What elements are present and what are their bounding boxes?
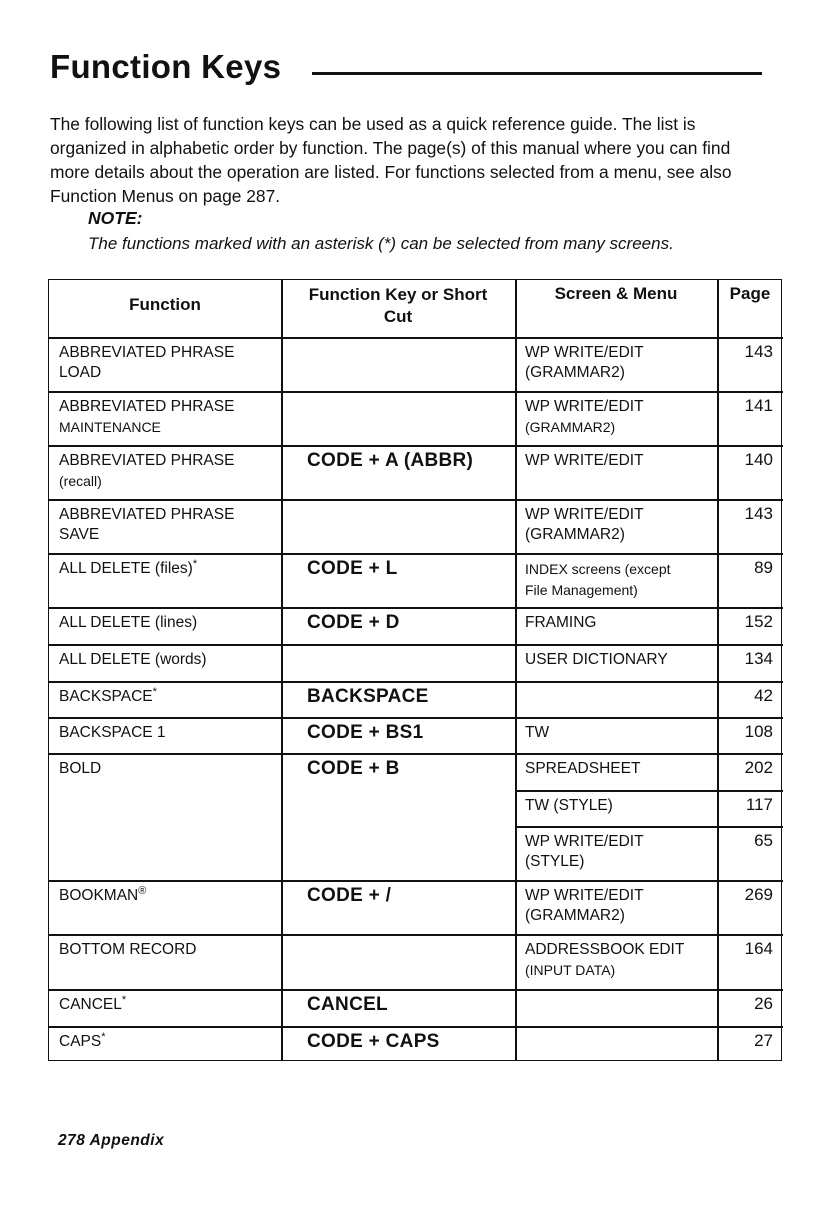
menu-line-1: FRAMING [525,614,597,631]
function-subname: (recall) [59,473,102,489]
table-cell-page: 143 [744,504,773,523]
table-cell-function [59,723,275,743]
row-divider [49,753,783,755]
table-cell-function [59,613,275,633]
table-cell-page: 152 [744,612,773,631]
table-cell-function [59,886,275,906]
title-row [50,48,762,94]
function-name: ABBREVIATED PHRASE [59,506,235,523]
header-function-label: Function [129,295,201,314]
function-subname: MAINTENANCE [59,419,161,435]
table-cell-function [59,995,275,1015]
asterisk-marker: * [121,993,127,1006]
table-cell-function [59,759,275,779]
table-cell-page: 143 [744,342,773,361]
table-cell-menu [525,505,713,545]
table-cell-key: CODE + D [307,612,400,633]
row-divider [49,445,783,447]
table-cell-menu [525,796,713,816]
table-cell-key: CODE + L [307,558,398,579]
menu-line-1: USER DICTIONARY [525,651,668,668]
table-cell-function [59,559,275,579]
col-divider-1 [281,280,283,1060]
table-cell-function [59,650,275,670]
asterisk-marker: * [152,685,157,698]
function-keys-table [48,279,782,1061]
menu-line-2: (STYLE) [525,853,585,870]
table-cell-page: 269 [744,885,773,904]
menu-line-1: WP WRITE/EDIT [525,452,644,469]
note-label: NOTE: [88,208,143,228]
col-divider-2 [515,280,517,1060]
table-cell-page: 89 [754,558,773,577]
table-cell-function [59,451,275,492]
table-cell-key: CANCEL [307,994,388,1015]
function-subname: LOAD [59,364,102,381]
asterisk-marker: ® [138,884,147,897]
table-cell-page: 164 [744,939,773,958]
function-name: BOLD [59,760,102,777]
menu-line-2: File Management) [525,582,638,598]
menu-line-1: INDEX screens (except [525,561,671,577]
row-divider [515,826,783,828]
function-subname: SAVE [59,526,100,543]
table-cell-menu [525,559,713,601]
row-divider [49,989,783,991]
row-divider [49,1026,783,1028]
page-footer: 278 Appendix [58,1132,165,1149]
function-name: ALL DELETE (words) [59,651,207,668]
table-cell-function [59,1032,275,1052]
menu-line-1: WP WRITE/EDIT [525,398,644,415]
asterisk-marker: * [101,1030,106,1043]
table-cell-page: 108 [744,722,773,741]
table-cell-menu [525,886,713,926]
function-name: BOOKMAN [59,887,139,904]
table-cell-menu [525,759,713,779]
table-cell-menu [525,613,713,633]
intro-paragraph: The following list of function keys can be used as a quick reference guide. The list is organized in alphabetic order by function. The page(s) of this manual where you can find more details about the operation are listed. For functions selected from a menu, see also Function Menus on page 287. [50,114,732,206]
table-cell-menu [525,397,713,438]
header-page [717,280,783,337]
menu-line-1: WP WRITE/EDIT [525,344,644,361]
note-text: The functions marked with an asterisk (*) can be selected from many screens. [88,234,674,253]
menu-line-1: TW [525,724,550,741]
row-divider [49,681,783,683]
row-divider [515,790,783,792]
header-divider [49,337,783,339]
header-key [281,280,515,337]
row-divider [49,934,783,936]
menu-line-1: TW (STYLE) [525,797,613,814]
menu-line-1: WP WRITE/EDIT [525,506,644,523]
table-cell-key: CODE + B [307,758,400,779]
table-cell-function [59,687,275,707]
table-cell-page: 26 [754,994,773,1013]
menu-line-1: WP WRITE/EDIT [525,833,644,850]
function-name: BACKSPACE [59,688,153,705]
header-function [49,280,281,337]
function-name: CANCEL [59,996,122,1013]
table-cell-page: 42 [754,686,773,705]
table-cell-key: CODE + A (ABBR) [307,450,474,471]
table-cell-page: 140 [744,450,773,469]
function-name: BOTTOM RECORD [59,941,197,958]
table-cell-page: 134 [744,649,773,668]
table-cell-menu [525,451,713,471]
table-cell-key: CODE + CAPS [307,1031,440,1052]
function-name: ALL DELETE (lines) [59,614,198,631]
table-cell-page: 117 [745,795,773,814]
function-name: BACKSPACE 1 [59,724,166,741]
row-divider [49,607,783,609]
table-cell-function [59,343,275,383]
function-name: ABBREVIATED PHRASE [59,452,235,469]
menu-line-2: (INPUT DATA) [525,962,616,978]
header-menu-label: Screen & Menu [554,284,678,303]
table-cell-page: 202 [744,758,773,777]
table-cell-menu [525,832,713,872]
table-cell-menu [525,723,713,743]
menu-line-1: WP WRITE/EDIT [525,887,644,904]
table-cell-menu [525,940,713,981]
table-cell-function [59,397,275,438]
menu-line-2: (GRAMMAR2) [525,526,625,543]
row-divider [49,499,783,501]
row-divider [49,391,783,393]
menu-line-2: (GRAMMAR2) [525,907,625,924]
header-menu [515,280,717,337]
menu-line-1: SPREADSHEET [525,760,641,777]
header-key-label: Function Key or Short Cut [308,285,488,326]
row-divider [49,553,783,555]
menu-line-1: ADDRESSBOOK EDIT [525,941,685,958]
table-cell-key: BACKSPACE [307,686,429,707]
asterisk-marker: * [192,557,198,570]
function-name: ABBREVIATED PHRASE [59,398,235,415]
page-title: Function Keys [50,48,282,85]
table-cell-function [59,505,275,545]
menu-line-2: (GRAMMAR2) [525,419,616,435]
menu-line-2: (GRAMMAR2) [525,364,625,381]
table-cell-key: CODE + / [307,885,392,906]
row-divider [49,880,783,882]
table-cell-menu [525,343,713,383]
function-name: ALL DELETE (files) [59,560,193,577]
table-cell-key: CODE + BS1 [307,722,424,743]
header-page-label: Page [729,284,771,303]
function-name: CAPS [59,1033,102,1050]
table-cell-page: 141 [744,396,773,415]
row-divider [49,644,783,646]
function-name: ABBREVIATED PHRASE [59,344,235,361]
table-cell-page: 65 [754,831,773,850]
row-divider [49,717,783,719]
table-cell-page: 27 [754,1031,773,1050]
table-cell-function [59,940,275,960]
table-cell-menu [525,650,713,670]
title-rule [312,72,762,75]
